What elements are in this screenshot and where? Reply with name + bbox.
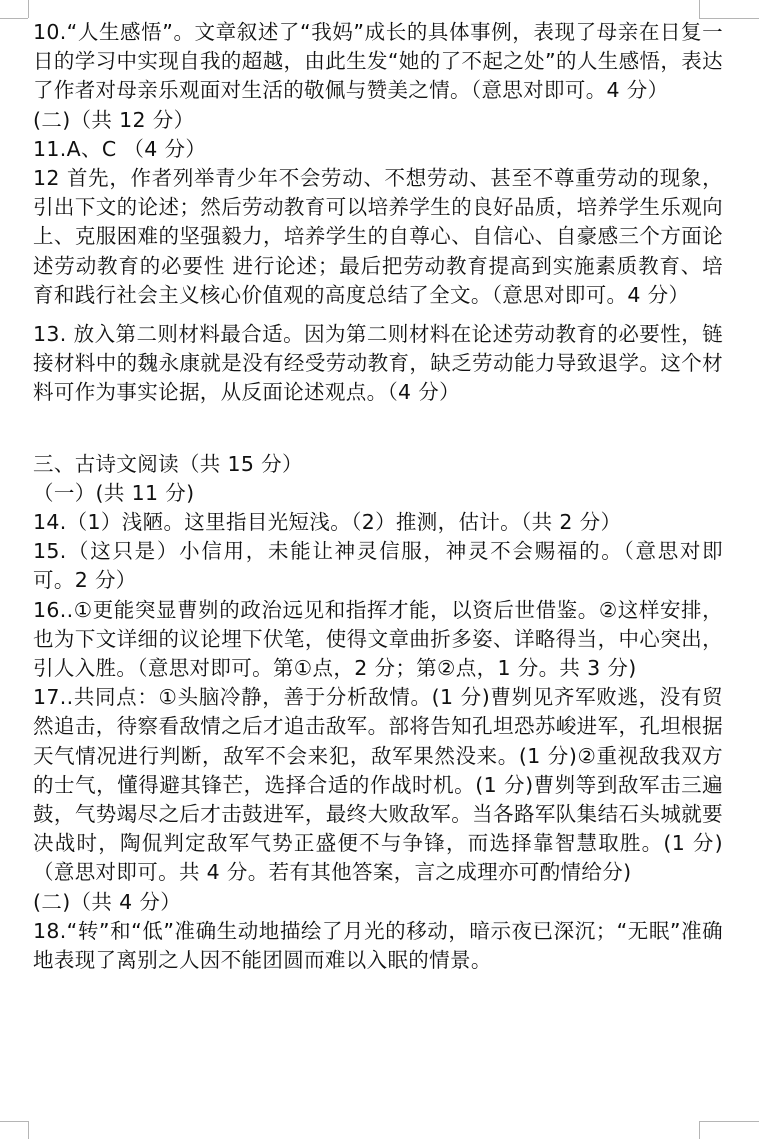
answer-q17: 17..共同点：①头脑冷静，善于分析敌情。(1 分)曹刿见齐军败逃，没有贸然追击，待察看敌情之后才追击敌军。部将告知孔坦恐苏峻进军，孔坦根据天气情况进行判断，敌军不会来犯，敌军果然没来。(1 分)②重视敌我双方的士气，懂得避其锋芒，选择合适的作战时机。(1 分)曹刿等到敌军击三遍鼓，气势竭尽之后才击鼓进军，最终大败敌军。当各路军队集结石头城就要决战时，陶侃判定敌军气势正盛便不与争锋，而选择靠智慧取胜。(1 分)（意思对即可。共 4 分。若有其他答案，言之成理亦可酌情给分) [33, 685, 723, 885]
crop-mark-bottom-left-h [0, 1121, 28, 1122]
crop-mark-top-left-h [0, 18, 28, 19]
crop-mark-top-right [699, 0, 700, 18]
spacer [33, 408, 723, 450]
answer-q15: 15.（这只是）小信用，未能让神灵信服，神灵不会赐福的。（意思对即可。2 分） [33, 539, 723, 593]
subsection-heading-2: (二)（共 4 分） [33, 889, 182, 914]
spacer [33, 310, 723, 320]
part-heading-3: 三、古诗文阅读（共 15 分） [33, 451, 303, 476]
section-heading-2: (二)（共 12 分） [33, 107, 195, 132]
crop-mark-bottom-right-h [699, 1121, 759, 1122]
answer-q14: 14.（1）浅陋。这里指目光短浅。（2）推测，估计。（共 2 分） [33, 510, 622, 535]
crop-mark-top-left [28, 0, 29, 18]
answer-q11: 11.A、C （4 分） [33, 136, 207, 161]
answer-q10: 10.“人生感悟”。文章叙述了“我妈”成长的具体事例，表现了母亲在日复一日的学习中实现自我的超越，由此生发“她的了不起之处”的人生感悟，表达了作者对母亲乐观面对生活的敬佩与赞美之情。（意思对即可。4 分） [33, 20, 723, 103]
subsection-heading-1: （一）(共 11 分) [33, 480, 195, 505]
answer-content [33, 18, 723, 975]
answer-q12: 12 首先，作者列举青少年不会劳动、不想劳动、甚至不尊重劳动的现象，引出下文的论述；然后劳动教育可以培养学生的良好品质，培养学生乐观向上、克服困难的坚强毅力，培养学生的自尊心、自信心、自豪感三个方面论述劳动教育的必要性 进行论述；最后把劳动教育提高到实施素质教育、培育和践行社会主义核心价值观的高度总结了全文。（意思对即可。4 分） [33, 166, 723, 307]
crop-mark-bottom-right [699, 1121, 700, 1139]
answer-q13: 13. 放入第二则材料最合适。因为第二则材料在论述劳动教育的必要性，链接材料中的魏永康就是没有经受劳动教育，缺乏劳动能力导致退学。这个材料可作为事实论据，从反面论述观点。（4 分） [33, 322, 723, 405]
crop-mark-bottom-left [28, 1121, 29, 1139]
answer-q18: 18.“转”和“低”准确生动地描绘了月光的移动，暗示夜已深沉；“无眠”准确地表现了离别之人因不能团圆而难以入眠的情景。 [33, 918, 723, 973]
answer-q16: 16..①更能突显曹刿的政治远见和指挥才能，以资后世借鉴。②这样安排，也为下文详细的议论埋下伏笔，使得文章曲折多姿、详略得当，中心突出，引人入胜。（意思对即可。第①点，2 分；第②点，1 分。共 3 分) [33, 597, 723, 681]
